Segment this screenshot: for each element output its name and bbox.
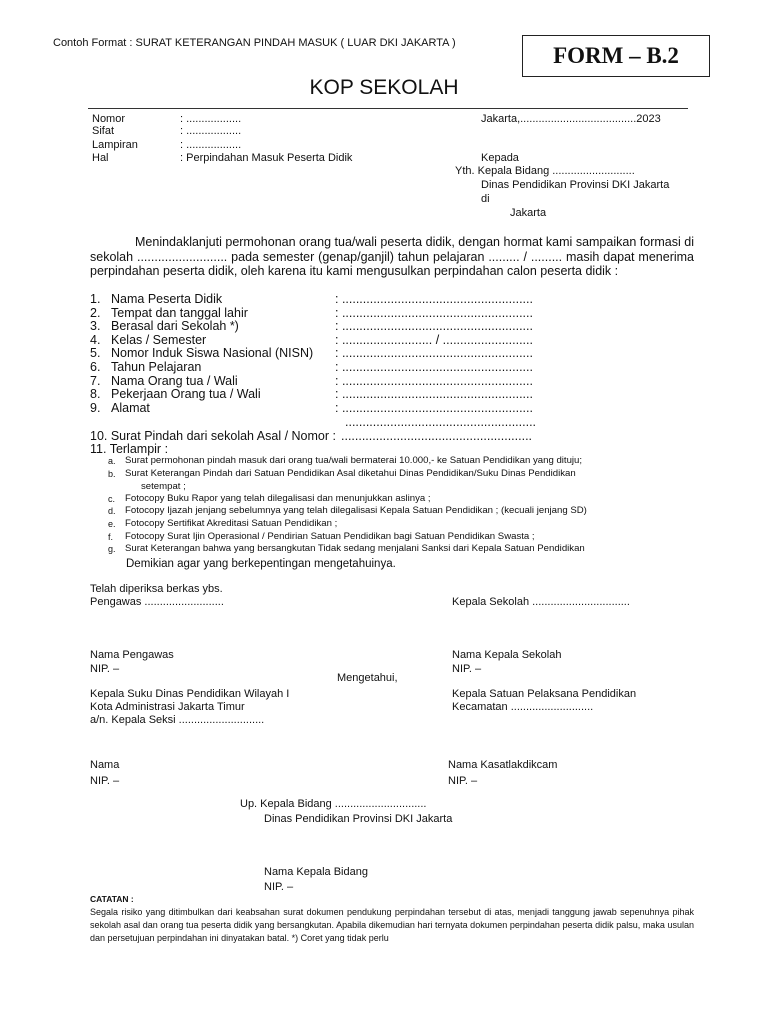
mengetahui: Mengetahui, [337,672,398,684]
attachment-letter: f. [108,532,114,542]
nip-pengawas: NIP. – [90,663,120,675]
item-label: Pekerjaan Orang tua / Wali [111,387,261,402]
nama-kabid: Nama Kepala Bidang [264,866,368,878]
hal-label: Hal [92,152,109,164]
kepsek-line: Kepala Sekolah ................................ [452,596,630,608]
item-number: 8. [90,387,101,402]
nip-kasatlak: NIP. – [448,775,478,787]
nama-sudin: Nama [90,759,120,771]
item-label: Nama Orang tua / Wali [111,373,238,388]
attachment-text: Surat permohonan pindah masuk dari orang tua/wali bermaterai 10.000,- ke Satuan Pendidikan yang dituju; [125,455,583,466]
pengawas-line: Pengawas .......................... [90,596,224,608]
item-value: : ....................................................... [335,346,533,361]
attachment-text: Fotocopy Buku Rapor yang telah dilegalisasi dan menunjukkan aslinya ; [125,493,431,504]
item-10-value: ....................................................... [341,429,533,443]
sifat-label: Sifat [92,125,115,137]
item-number: 1. [90,292,101,306]
item-label: Tempat dan tanggal lahir [111,305,248,320]
form-code: FORM – B.2 [553,43,679,68]
item-label: Kelas / Semester [111,332,207,347]
recipient-yth: Yth. Kepala Bidang ........................... [455,165,635,177]
item-value: : ....................................................... [335,373,533,388]
form-code-box [522,35,710,77]
note-text: Segala risiko yang ditimbulkan dari keabsahan surat dokumen pendukung perpindahan tersebut di atas, menjadi tanggung jawab sepenuhnya pihak sekolah asal dan orang tua peserta didik yang bersangkutan. Apabila dikemudian hari ternyata dokumen perpindahan peserta didik palsu, maka usulan dan persetujuan perpindahan ini dinyatakan batal. *) Coret yang tidak perlu [90,907,694,943]
item-label: Nama Peserta Didik [111,292,223,306]
recipient-di: di [481,193,490,205]
nomor-label: Nomor [92,113,126,125]
hal-value: : Perpindahan Masuk Peserta Didik [180,152,353,164]
intro-paragraph: Menindaklanjuti permohonan orang tua/wali peserta didik, dengan hormat kami sampaikan formasi di sekolah .......................... pada semester (genap/ganjil) tahun pelajaran ......... / ......... masih dapat menerima perpindahan peserta didik, oleh karena itu kami mengusulkan perpindahan calon peserta didik : [90,235,694,278]
attachment-letter: b. [108,469,116,479]
satlak-line-2: Kecamatan ........................... [452,701,594,713]
kabid-dinas: Dinas Pendidikan Provinsi DKI Jakarta [264,813,453,825]
format-caption: Contoh Format : SURAT KETERANGAN PINDAH MASUK ( LUAR DKI JAKARTA ) [53,37,456,49]
item-10-label: 10. Surat Pindah dari sekolah Asal / Nomor : [90,429,336,443]
item-11-label: 11. Terlampir : [90,442,169,456]
nip-kepsek: NIP. – [452,663,482,675]
attachment-letter: a. [108,456,116,466]
sudin-line-1: Kepala Suku Dinas Pendidikan Wilayah I [90,688,290,700]
item-label: Nomor Induk Siswa Nasional (NISN) [111,346,314,361]
recipient-dinas: Dinas Pendidikan Provinsi DKI Jakarta [481,179,670,191]
attachment-text: Fotocopy Sertifikat Akreditasi Satuan Pendidikan ; [125,518,338,529]
recipient-kepada: Kepada [481,152,519,164]
nama-kepsek: Nama Kepala Sekolah [452,649,562,661]
attachment-letter: g. [108,544,116,554]
sifat-value: : .................. [180,125,242,137]
attachment-text: Surat Keterangan bahwa yang bersangkutan Tidak sedang menjalani Sanksi dari Kepala Satuan Pendidikan [125,543,585,554]
item-number: 4. [90,332,101,347]
item-value: : ....................................................... [335,319,533,334]
recipient-kota: Jakarta [510,207,547,219]
item-label: Berasal dari Sekolah *) [111,319,239,334]
kop-sekolah-title: KOP SEKOLAH [309,76,459,99]
item-number: 9. [90,400,101,415]
attachment-text: setempat ; [141,481,186,492]
item-value: : ....................................................... [335,292,533,306]
item-label: Alamat [111,400,150,415]
note-title: CATATAN : [90,894,134,904]
attachment-letter: c. [108,494,116,504]
item-value: : ....................................................... [335,305,533,320]
sudin-line-3: a/n. Kepala Seksi ............................ [90,714,265,726]
lampiran-label: Lampiran [92,139,138,151]
attachment-letter: d. [108,506,116,516]
attachment-letter: e. [108,519,116,529]
item-number: 3. [90,319,101,334]
item-number: 2. [90,305,101,320]
nomor-value: : .................. [180,113,242,125]
item-label: Tahun Pelajaran [111,360,202,374]
closing-sentence: Demikian agar yang berkepentingan mengetahuinya. [126,558,396,570]
nip-kabid: NIP. – [264,881,294,893]
item-value: : ....................................................... [335,400,533,415]
up-kabid: Up. Kepala Bidang .............................. [240,798,427,810]
satlak-line-1: Kepala Satuan Pelaksana Pendidikan [452,688,637,700]
nama-kasatlak: Nama Kasatlakdikcam [448,759,558,771]
item-number: 7. [90,373,101,388]
item-number: 5. [90,346,101,361]
item-number: 6. [90,360,101,374]
nip-sudin: NIP. – [90,775,120,787]
nama-pengawas: Nama Pengawas [90,649,174,661]
item-value: : .......................... / .......................... [335,332,533,347]
letter-date: Jakarta,......................................2023 [481,113,661,125]
header-divider [88,108,688,109]
attachment-text: Fotocopy Ijazah jenjang sebelumnya yang telah dilegalisasi Kepala Satuan Pendidikan ; (kecuali jenjang SD) [125,505,587,516]
attachment-text: Surat Keterangan Pindah dari Satuan Pendidikan Asal diketahui Dinas Pendidikan/Suku Dinas Pendidikan [125,468,576,479]
sudin-line-2: Kota Administrasi Jakarta Timur [90,701,245,713]
item-value: : ....................................................... [335,360,533,374]
lampiran-value: : .................. [180,139,242,151]
checked-text: Telah diperiksa berkas ybs. [90,583,223,595]
item-value: : ....................................................... [335,387,533,402]
alamat-continuation: ....................................................... [345,415,537,429]
attachment-text: Fotocopy Surat Ijin Operasional / Pendirian Satuan Pendidikan bagi Satuan Pendidikan Swasta ; [125,531,535,542]
